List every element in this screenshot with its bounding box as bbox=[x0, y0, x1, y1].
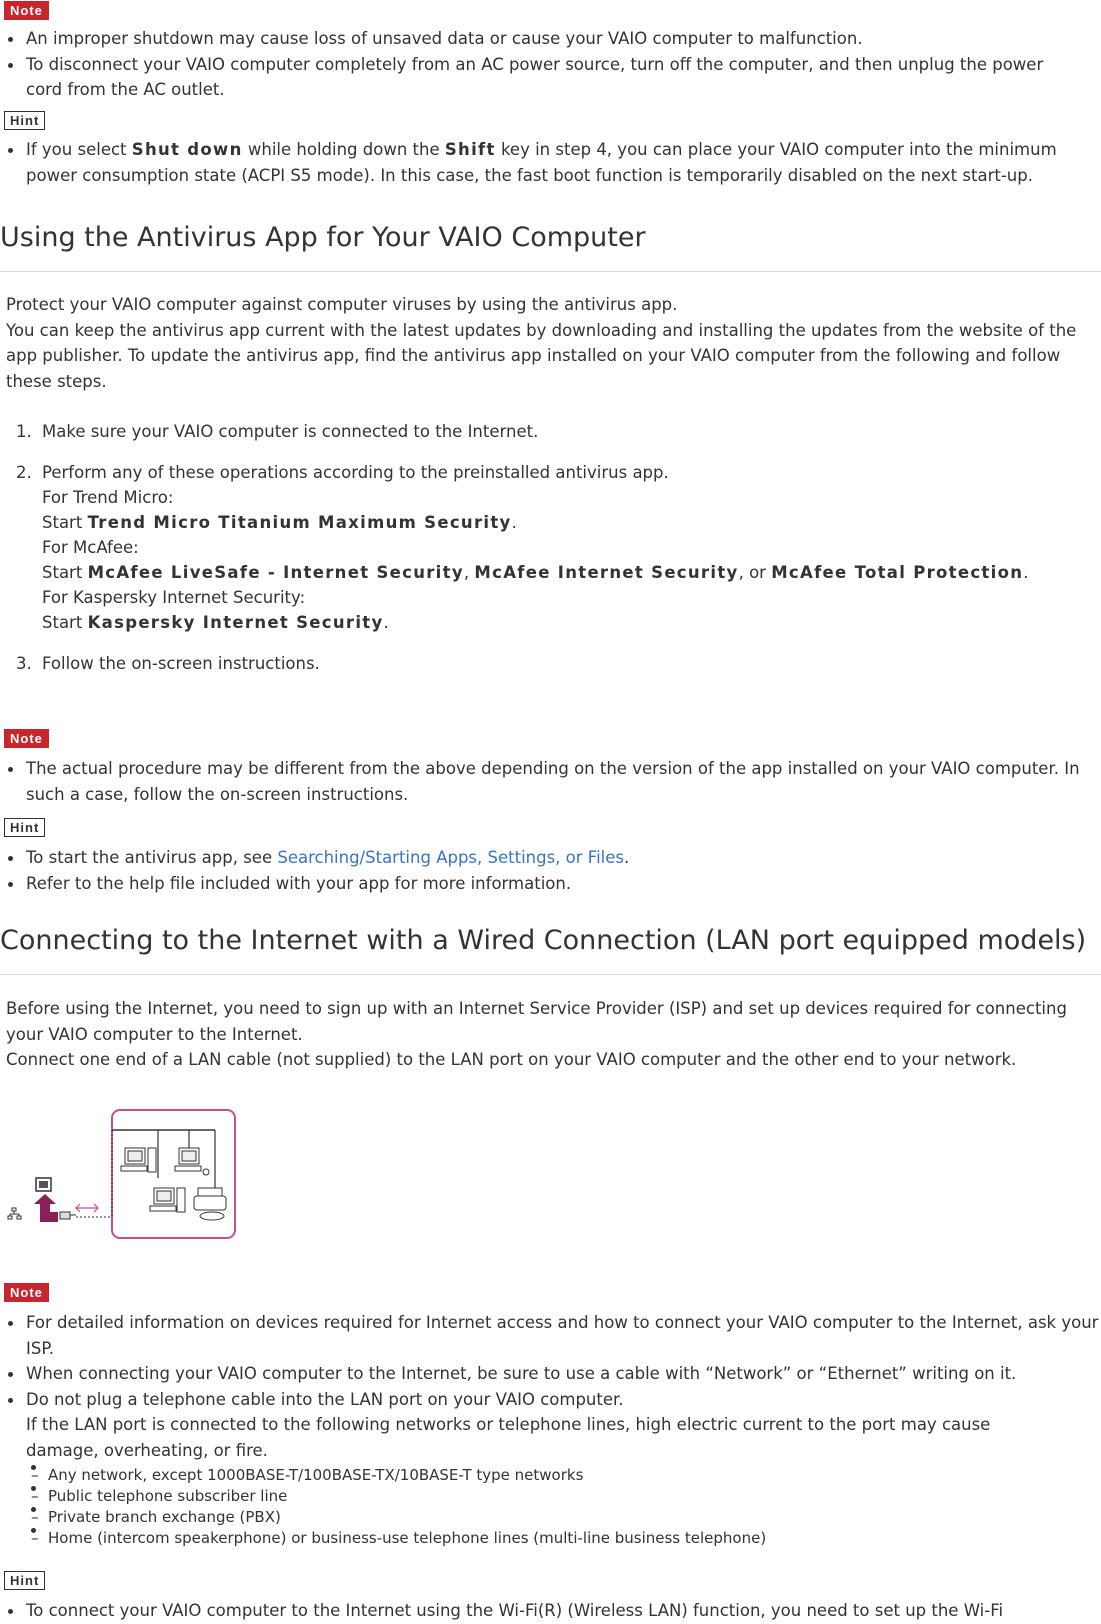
lan-connection-illustration bbox=[0, 1100, 250, 1250]
antivirus-intro bbox=[0, 292, 1096, 394]
shift-key-term: Shift bbox=[444, 140, 496, 159]
step-item: 2. Perform any of these operations according to the preinstalled antivirus app. For Trend Micro: Start Trend Micro Titanium Maximum Security. For McAfee: Start McAfee LiveSafe - Internet Security, McAfee Internet Security, or McAfee Total Protection. For Kaspersky Internet Security: Start Kaspersky Internet Security. bbox=[16, 463, 1029, 632]
antivirus-steps bbox=[0, 419, 1090, 692]
note-badge bbox=[4, 1282, 49, 1302]
shutdown-notes-list bbox=[0, 26, 1080, 103]
kaspersky-app: Kaspersky Internet Security bbox=[87, 613, 384, 632]
hint-label: Hint bbox=[4, 111, 45, 130]
lan-notes-list bbox=[0, 1310, 1101, 1549]
hint-label: Hint bbox=[4, 1571, 45, 1590]
intro-paragraph: You can keep the antivirus app current with the latest updates by downloading and installing the updates from the website of the app publisher. To update the antivirus app, find the antivirus app installed on your VAIO computer from the following and follow these steps. bbox=[6, 320, 1077, 391]
lan-warning-sublist bbox=[26, 1465, 1101, 1549]
antivirus-hints-list bbox=[0, 845, 1090, 896]
desktop-pc-icon bbox=[121, 1148, 156, 1172]
sub-list-item: – Private branch exchange (PBX) bbox=[26, 1507, 1101, 1528]
lan-port-icon bbox=[36, 1178, 51, 1191]
mcafee-internet-security-app: McAfee Internet Security bbox=[474, 563, 739, 582]
searching-starting-apps-link[interactable]: Searching/Starting Apps, Settings, or Files bbox=[277, 848, 625, 867]
step-item: 1. Make sure your VAIO computer is connected to the Internet. bbox=[16, 422, 539, 441]
list-item: To connect your VAIO computer to the Internet using the Wi-Fi(R) (Wireless LAN) function, you need to set up the Wi-Fi bbox=[0, 1598, 1101, 1624]
intro-paragraph: Protect your VAIO computer against computer viruses by using the antivirus app. bbox=[6, 295, 678, 314]
antivirus-notes-list bbox=[0, 756, 1101, 807]
list-item: Do not plug a telephone cable into the LAN port on your VAIO computer. If the LAN port is connected to the following networks or telephone lines, high electric current to the port may cause damage, overheating, or fire. – Any network, except 1000BASE-T/100BASE-TX/10BASE-T type networks – Public telephone subscriber line – Private branch exchange (PBX) – Home (intercom speakerphone) or business-use telephone lines (multi-line business telephone) bbox=[0, 1387, 1101, 1550]
network-icon bbox=[8, 1208, 21, 1219]
intro-paragraph: Connect one end of a LAN cable (not supplied) to the LAN port on your VAIO computer and the other end to your network. bbox=[6, 1050, 1017, 1069]
note-label: Note bbox=[4, 1, 49, 20]
note-label: Note bbox=[4, 1283, 49, 1302]
list-item: For detailed information on devices required for Internet access and how to connect your VAIO computer to the Internet, ask your ISP. bbox=[0, 1310, 1101, 1361]
hint-badge bbox=[4, 110, 45, 130]
list-item: If you select Shut down while holding down the Shift key in step 4, you can place your VAIO computer into the minimum power consumption state (ACPI S5 mode). In this case, the fast boot function is temporarily disabled on the next start-up. bbox=[0, 137, 1080, 188]
desktop-pc-icon bbox=[150, 1188, 185, 1212]
step-item: 3. Follow the on-screen instructions. bbox=[16, 654, 320, 673]
list-item: Refer to the help file included with your app for more information. bbox=[0, 871, 1090, 897]
trend-micro-app: Trend Micro Titanium Maximum Security bbox=[87, 513, 512, 532]
mcafee-total-protection-app: McAfee Total Protection bbox=[771, 563, 1024, 582]
mcafee-livesafe-app: McAfee LiveSafe - Internet Security bbox=[87, 563, 464, 582]
list-item: The actual procedure may be different from the above depending on the version of the app installed on your VAIO computer. In such a case, follow the on-screen instructions. bbox=[0, 756, 1101, 807]
sub-list-item: – Any network, except 1000BASE-T/100BASE-TX/10BASE-T type networks bbox=[26, 1465, 1101, 1486]
section-divider bbox=[0, 271, 1101, 272]
note-label: Note bbox=[4, 729, 49, 748]
double-arrow-icon bbox=[76, 1204, 98, 1212]
shut-down-term: Shut down bbox=[131, 140, 243, 159]
note-badge bbox=[4, 0, 49, 20]
lan-plug-icon bbox=[60, 1212, 76, 1219]
list-item: An improper shutdown may cause loss of unsaved data or cause your VAIO computer to malfunction. bbox=[0, 26, 1080, 52]
list-item: To start the antivirus app, see Searching/Starting Apps, Settings, or Files. bbox=[0, 845, 1090, 871]
list-item: To disconnect your VAIO computer completely from an AC power source, turn off the computer, and then unplug the power cord from the AC outlet. bbox=[0, 52, 1080, 103]
section-title-lan: Connecting to the Internet with a Wired Connection (LAN port equipped models) bbox=[0, 925, 1087, 956]
hint-label: Hint bbox=[4, 818, 45, 837]
list-item: When connecting your VAIO computer to the Internet, be sure to use a cable with “Network” or “Ethernet” writing on it. bbox=[0, 1361, 1101, 1387]
section-title-antivirus: Using the Antivirus App for Your VAIO Computer bbox=[0, 222, 646, 253]
section-divider bbox=[0, 974, 1101, 975]
arrow-up-icon bbox=[34, 1194, 58, 1222]
note-badge bbox=[4, 728, 49, 748]
hint-badge bbox=[4, 1570, 45, 1590]
shutdown-hint-list bbox=[0, 137, 1080, 188]
sub-list-item: – Home (intercom speakerphone) or business-use telephone lines (multi-line business telephone) bbox=[26, 1528, 1101, 1549]
lan-intro bbox=[0, 996, 1096, 1073]
sub-list-item: – Public telephone subscriber line bbox=[26, 1486, 1101, 1507]
hint-badge bbox=[4, 817, 45, 837]
lan-diagram-svg bbox=[0, 1100, 250, 1250]
intro-paragraph: Before using the Internet, you need to sign up with an Internet Service Provider (ISP) and set up devices required for connecting your VAIO computer to the Internet. bbox=[6, 999, 1067, 1044]
